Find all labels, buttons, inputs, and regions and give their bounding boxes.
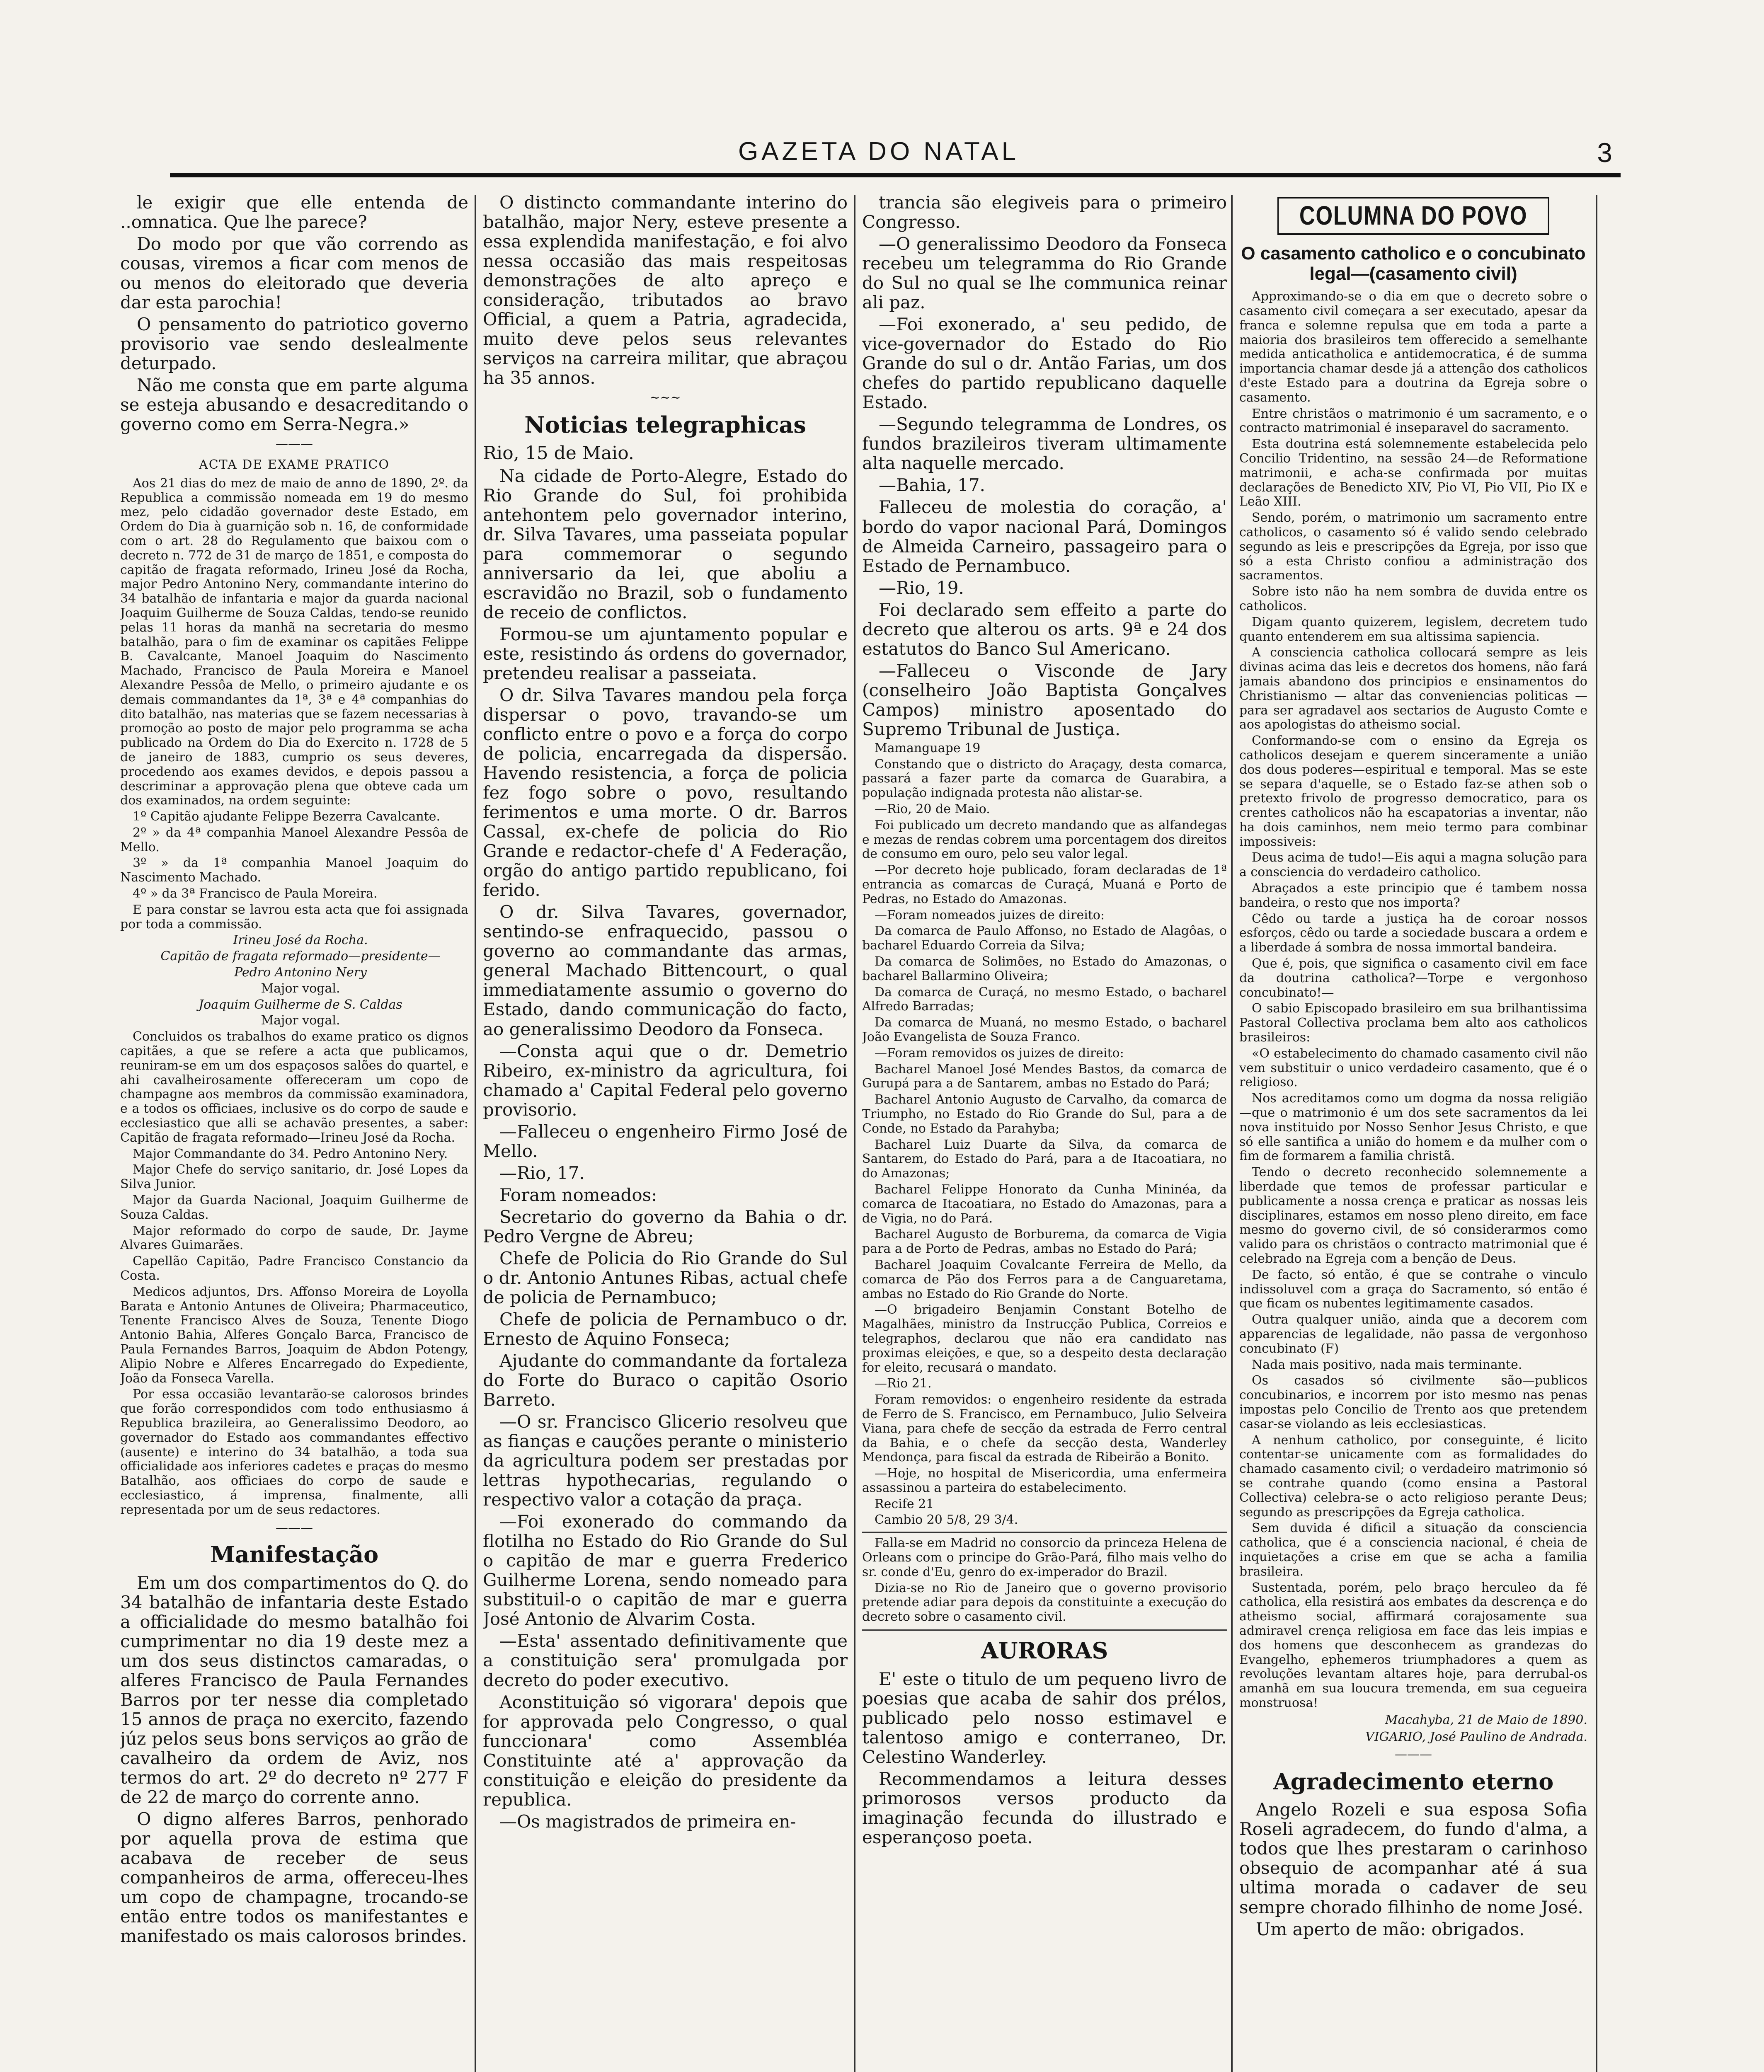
boxed-notes: [862, 1532, 1227, 1631]
paragraph: Nos acreditamos como um dogma da nossa religião—que o matrimonio é um dos sete sacramentos da lei nova instituido por Nosso Senhor Jesus Christo, e que só elle santifica a união do homem e da mulher com o fim de formarem a familia christã.: [1239, 1091, 1587, 1164]
paragraph: Major Commandante do 34. Pedro Antonino Nery.: [133, 1146, 448, 1161]
paragraph: Foram nomeados:: [499, 1184, 657, 1205]
column-4: [1239, 193, 1587, 2072]
paragraph: —Esta' assentado definitivamente que a constituição sera' promulgada por decreto do poder executivo.: [483, 1631, 848, 1690]
paragraph: A consciencia catholica collocará sempre as leis divinas acima das leis e decretos dos homens, não fará jamais abandono dos principios e ensinamentos do Christianismo — altar das conveniencias politicas — para ser agradavel aos sectarios de Augusto Comte e aos apologistas do atheismo social.: [1239, 645, 1587, 732]
dateline: Rio, 15 de Maio.: [483, 443, 634, 464]
paragraph: 1º Capitão ajudante Felippe Bezerra Cavalcante.: [133, 809, 441, 824]
masthead-rule: [170, 173, 1621, 177]
paragraph: Medicos adjuntos, Drs. Affonso Moreira de Loyolla Barata e Antonio Antunes de Oliveira; Pharmaceutico, Tenente Francisco Alves de Souza, Tenente Diogo Antonio Bahia, Alferes Gonçalo Barca, Francisco de Paula Fernandes Barros, Joaquim de Abdon Potengy, Alipio Nobre e Alferes Encarregado do Expediente, João da Fonseca Varella.: [120, 1284, 468, 1386]
masthead: [170, 137, 1612, 182]
paragraph: —O generalissimo Deodoro da Fonseca recebeu um telegramma do Rio Grande do Sul no qual se lhe communica reinar ali paz.: [862, 234, 1227, 313]
column-divider: [1231, 195, 1233, 2072]
paragraph: —Segundo telegramma de Londres, os fundos brazileiros tiveram ultimamente alta naquelle mercado.: [862, 414, 1227, 474]
noticias-heading: Noticias telegraphicas: [524, 411, 806, 438]
paragraph: —O brigadeiro Benjamin Constant Botelho de Magalhães, ministro da Instrucção Publica, Correios e telegraphos, declarou que não era candidato nas proximas eleições, e que, so a despeito desta declaração for eleito, recusará o mandato.: [862, 1302, 1227, 1375]
paragraph: —Hoje, no hospital de Misericordia, uma enfermeira assassinou a parteira do estabelecimento.: [862, 1466, 1227, 1495]
paragraph: Na cidade de Porto-Alegre, Estado do Rio Grande do Sul, foi prohibida antehontem pelo governador interino, dr. Silva Tavares, uma passeiata popular para commemorar o segundo anniversario da lei, que aboliu a escravidão no Brazil, sob o fundamento de receio de conflictos.: [483, 465, 848, 622]
column-divider: [1596, 195, 1597, 2072]
paragraph: O distincto commandante interino do batalhão, major Nery, esteve presente a essa explendida manifestação, e foi alvo nessa occasião das mais respeitosas demonstrações de alto apreço e consideração, tributados ao bravo Official, a quem a Patria, agradecida, muito deve pelos seus relevantes serviços na carreira militar, que abraçou ha 35 annos.: [483, 193, 848, 388]
paragraph: le exigir que elle entenda de ..omnatica. Que lhe parece?: [120, 193, 468, 232]
signoff-name: VIGARIO, José Paulino de Andrada.: [1365, 1729, 1587, 1744]
paragraph: Da comarca de Solimões, no Estado do Amazonas, o bacharel Ballarmino Oliveira;: [862, 954, 1227, 983]
paragraph: —Falleceu o Visconde de Jary (conselheiro João Baptista Gonçalves Campos) ministro aposentado do Supremo Tribunal de Justiça.: [862, 660, 1227, 739]
paragraph: Bacharel Luiz Duarte da Silva, da comarca de Santarem, do Estado do Pará, para a de Itacoatiara, no do Amazonas;: [862, 1137, 1227, 1181]
acta-heading: ACTA DE EXAME PRATICO: [199, 457, 390, 472]
signature-line: Capitão de fragata reformado—presidente—: [160, 949, 441, 964]
auroras-heading: AURORAS: [981, 1637, 1108, 1664]
paragraph: Foi declarado sem effeito a parte do decreto que alterou os arts. 9ª e 24 dos estatutos do Banco Sul Americano.: [862, 599, 1227, 659]
paragraph: Chefe de policia de Pernambuco o dr. Ernesto de Aquino Fonseca;: [483, 1309, 848, 1349]
separator: ~~~: [649, 390, 681, 405]
paragraph: Recife 21: [875, 1496, 934, 1511]
paragraph: Da comarca de Curaçá, no mesmo Estado, o bacharel Alfredo Barradas;: [862, 985, 1227, 1014]
paragraph: trancia são elegiveis para o primeiro Congresso.: [862, 193, 1227, 232]
paragraph: Entre christãos o matrimonio é um sacramento, e o contracto matrimonial é inseparavel do sacramento.: [1239, 406, 1587, 436]
paragraph: Bacharel Augusto de Borburema, da comarca de Vigia para a de Porto de Pedras, ambas no Estado do Pará;: [862, 1227, 1227, 1256]
paragraph: Falla-se em Madrid no consorcio da princeza Helena de Orleans com o principe do Grão-Pará, filho mais velho do sr. conde d'Eu, genro do ex-imperador do Brazil.: [862, 1536, 1227, 1579]
columna-do-povo-title: COLUMNA DO POVO: [1277, 197, 1549, 235]
paragraph: —Por decreto hoje publicado, foram declaradas de 1ª entrancia as comarcas de Curaçá, Muaná e Porto de Pedras, no Estado do Amazonas.: [862, 863, 1227, 906]
paragraph: Bacharel Manoel José Mendes Bastos, da comarca de Gurupá para a de Santarem, ambas no Estado do Pará;: [862, 1062, 1227, 1091]
paragraph: Angelo Rozeli e sua esposa Sofia Roseli agradecem, do fundo d'alma, a todos que lhes prestaram o carinhoso obsequio de acompanhar até á sua ultima morada o cadaver de seu sempre chorado filhinho de nome José.: [1239, 1799, 1587, 1917]
paragraph: Foram removidos: o engenheiro residente da estrada de Ferro de S. Francisco, em Pernambuco, Julio Selveira Viana, para chefe de secção da estrada de Ferro central da Bahia, e o chefe da secção desta, Wanderley Mendonça, para fiscal da estrada de Ribeirão a Bonito.: [862, 1392, 1227, 1465]
paragraph: Digam quanto quizerem, legislem, decretem tudo quanto entenderem em sua altissima sapiencia.: [1239, 615, 1587, 644]
separator: ———: [1395, 1747, 1432, 1762]
paragraph: O dr. Silva Tavares mandou pela força dispersar o povo, travando-se um conflicto entre o povo e a força do corpo de policia, encarregada da dispersão. Havendo resistencia, a força de policia fez fogo sobre o povo, resultando ferimentos e uma morte. O dr. Barros Cassal, ex-chefe de policia do Rio Grande e redactor-chefe d' A Federação, orgão do antigo partido republicano, foi ferido.: [483, 685, 848, 900]
paragraph: —Rio, 17.: [499, 1162, 585, 1183]
paragraph: Cêdo ou tarde a justiça ha de coroar nossos esforços, cêdo ou tarde a sociedade buscara a ordem e a liberdade á sombra de nossa immortal bandeira.: [1239, 911, 1587, 955]
paragraph: Cambio 20 5/8, 29 3/4.: [875, 1513, 1018, 1527]
paragraph: Formou-se um ajuntamento popular e este, resistindo ás ordens do governador, pretendeu realisar a passeiata.: [483, 624, 848, 683]
paragraph: Bacharel Felippe Honorato da Cunha Mininéa, da comarca de Itacoatiara, no Estado do Amazonas, para a de Vigia, no do Pará.: [862, 1182, 1227, 1226]
manifestacao-heading: Manifestação: [210, 1541, 379, 1568]
paragraph: O pensamento do patriotico governo provisorio vae sendo deslealmente deturpado.: [120, 314, 468, 374]
paragraph: Dizia-se no Rio de Janeiro que o governo provisorio pretende adiar para depois da constituinte a execução do decreto sobre o casamento civil.: [862, 1581, 1227, 1624]
paragraph: —O sr. Francisco Glicerio resolveu que as fianças e cauções perante o ministerio da agricultura podem ser prestadas por lettras hypothecarias, regulando o respectivo valor a cotação da praça.: [483, 1411, 848, 1510]
paragraph: Esta doutrina está solemnemente estabelecida pelo Concilio Tridentino, na sessão 24—de Reformatione matrimonii, e acha-se confirmada por muitas declarações de Benedicto XIV, Pio VI, Pio VII, Pio IX e Leão XIII.: [1239, 437, 1587, 509]
paragraph: Ajudante do commandante da fortaleza do Forte do Buraco o capitão Osorio Barreto.: [483, 1351, 848, 1410]
signature-line: Joaquim Guilherme de S. Caldas: [199, 997, 402, 1012]
paragraph: Recommendamos a leitura desses primorosos versos producto da imaginação fecunda do illustrado e esperançoso poeta.: [862, 1768, 1227, 1847]
paragraph: Mamanguape 19: [875, 741, 981, 755]
signature-line: Irineu José da Rocha.: [233, 933, 368, 948]
paragraph: Deus acima de tudo!—Eis aqui a magna solução para a consciencia do verdadeiro catholico.: [1239, 850, 1587, 880]
paragraph: —Os magistrados de primeira en-: [499, 1811, 796, 1832]
paragraph: E para constar se lavrou esta acta que foi assignada por toda a commissão.: [120, 902, 468, 932]
column-divider: [854, 195, 855, 2072]
paragraph: —Bahia, 17.: [879, 475, 985, 496]
paragraph: «O estabelecimento do chamado casamento civil não vem substituir o unico verdadeiro casamento, que é o religioso.: [1239, 1046, 1587, 1090]
paragraph: 2º » da 4ª companhia Manoel Alexandre Pessôa de Mello.: [120, 825, 468, 854]
paragraph: Por essa occasião levantarão-se calorosos brindes que forão correspondidos com todo enthusiasmo á Republica brazileira, ao Generalissimo Deodoro, ao governador do Estado aos commandantes effectivo (ausente) e interino do 34 batalhão, a toda sua officialidade aos inferiores cadetes e praças do mesmo Batalhão, aos officiaes do corpo de saude e ecclesiastico, á imprensa, finalmente, alli representada por um de seus redactores.: [120, 1387, 468, 1517]
article-body: [1239, 290, 1587, 1744]
separator: ———: [276, 437, 313, 452]
paragraph: Secretario do governo da Bahia o dr. Pedro Vergne de Abreu;: [483, 1206, 848, 1247]
signature-line: Pedro Antonino Nery: [234, 965, 367, 980]
paragraph: O dr. Silva Tavares, governador, sentindo-se enfraquecido, passou o governo ao commandante das armas, general Machado Bittencourt, o qual immediatamente assumio o governo do Estado, dando communicação do facto, ao generalissimo Deodoro da Fonseca.: [483, 902, 848, 1039]
column-2: [483, 193, 848, 2072]
paragraph: —Foram nomeados juizes de direito:: [875, 908, 1105, 922]
paragraph: O sabio Episcopado brasileiro em sua brilhantissima Pastoral Collectiva proclama bem alto aos catholicos brasileiros:: [1239, 1001, 1587, 1045]
column-1: [120, 193, 468, 2072]
paragraph: De facto, só então, é que se contrahe o vinculo indissoluvel com a graça do Sacramento, só então é que ficam os nubentes legitimamente casados.: [1239, 1267, 1587, 1311]
paragraph: Major Chefe do serviço sanitario, dr. José Lopes da Silva Junior.: [120, 1162, 468, 1192]
paragraph: O digno alferes Barros, penhorado por aquella prova de estima que acabava de receber de seus companheiros de arma, offereceu-lhes um copo de champagne, trocando-se então entre todos os manifestantes e manifestado os mais calorosos brindes.: [120, 1808, 468, 1946]
paragraph: Sobre isto não ha nem sombra de duvida entre os catholicos.: [1239, 584, 1587, 613]
paragraph: —Consta aqui que o dr. Demetrio Ribeiro, ex-ministro da agricultura, foi chamado a' Capital Federal pelo governo provisorio.: [483, 1041, 848, 1120]
paragraph: —Foram removidos os juizes de direito:: [875, 1046, 1124, 1060]
column-divider: [475, 195, 476, 2072]
separator: ———: [276, 1520, 313, 1535]
paragraph: Major da Guarda Nacional, Joaquim Guilherme de Souza Caldas.: [120, 1193, 468, 1222]
column-3: [862, 193, 1227, 2072]
acta-section: [120, 458, 468, 1518]
paragraph: Concluidos os trabalhos do exame pratico os dignos capitães, a que se refere a acta que publicamos, reuniram-se em um dos espaçosos salões do quartel, e ahi cavalheirosamente offereceram um copo de champagne aos membros da commissão examinadora, e a todos os officiaes, inclusive os do corpo de saude e ecclesiastico que alli se achavão presentes, a saber: Capitão de fragata reformado—Irineu José da Rocha.: [120, 1029, 468, 1145]
paragraph: —Rio, 19.: [879, 577, 964, 598]
paragraph: Capellão Capitão, Padre Francisco Constancio da Costa.: [120, 1254, 468, 1283]
paragraph: Em um dos compartimentos do Q. do 34 batalhão de infantaria deste Estado a officialidade do mesmo batalhão foi cumprimentar no dia 19 deste mez a um dos seus distinctos camaradas, o alferes Francisco de Paula Fernandes Barros por ter nesse dia completado 15 annos de praça no exercito, fazendo júz pelos seus bons serviços ao grão de cavalheiro da ordem de Aviz, nos termos do art. 2º do decreto nº 277 F de 22 de março do corrente anno.: [120, 1572, 468, 1807]
paragraph: Major reformado do corpo de saude, Dr. Jayme Alvares Guimarães.: [120, 1223, 468, 1253]
paragraph: Sem duvida é dificil a situação da consciencia catholica, que é a consciencia nacional, é cheia de inquietações a crise em que se acha a familia brasileira.: [1239, 1521, 1587, 1579]
newspaper-title: GAZETA DO NATAL: [738, 137, 1020, 166]
paragraph: —Foi exonerado, a' seu pedido, de vice-governador do Estado do Rio Grande do sul o dr. Antão Farias, um dos chefes do partido republicano daquelle Estado.: [862, 314, 1227, 413]
article-subhead: O casamento catholico e o concubinato legal—(casamento civil): [1241, 243, 1586, 284]
paragraph: Sustentada, porém, pelo braço herculeo da fé catholica, ella resistirá aos embates da descrença e do atheismo social, affirmará corajosamente sua admiravel crença religiosa em face das leis impias e dos homens que desconhecem as grandezas do Evangelho, ephemeros triumphadores a quem as revoluções levantam altares hoje, para derrubal-os amanhã em sua loucura tremenda, em sua cegueira monstruosa!: [1239, 1580, 1587, 1710]
paragraph: Constando que o districto do Araçagy, desta comarca, passará a fazer parte da comarca de Guarabira, a população indignada protesta não alistar-se.: [862, 757, 1227, 801]
paragraph: Abraçados a este principio que é tambem nossa bandeira, o resto que nos importa?: [1239, 881, 1587, 910]
paragraph: —Rio, 20 de Maio.: [875, 802, 990, 817]
paragraph: Tendo o decreto reconhecido solemnemente a liberdade que temos de professar particular e publicamente a nossa crença e praticar as nossas leis disciplinares, estamos em nosso pleno direito, em face mesmo do governo civil, de só considerarmos como valido para os christãos o contracto matrimonial que é celebrado na Egreja com a benção de Deus.: [1239, 1165, 1587, 1266]
paragraph: 3º » da 1ª companhia Manoel Joaquim do Nascimento Machado.: [120, 856, 468, 885]
paragraph: Da comarca de Muaná, no mesmo Estado, o bacharel João Evangelista de Souza Franco.: [862, 1015, 1227, 1044]
paragraph: Da comarca de Paulo Affonso, no Estado de Alagôas, o bacharel Eduardo Correia da Silva;: [862, 924, 1227, 953]
paragraph: Chefe de Policia do Rio Grande do Sul o dr. Antonio Antunes Ribas, actual chefe de policia de Pernambuco;: [483, 1248, 848, 1307]
paragraph: —Rio 21.: [875, 1376, 932, 1391]
paragraph: Outra qualquer união, ainda que a decorem com apparencias de legalidade, não passa de vergonhoso concubinato (F): [1239, 1312, 1587, 1356]
agradecimento-heading: Agradecimento eterno: [1273, 1768, 1554, 1795]
paragraph: A nenhum catholico, por conseguinte, é licito contentar-se unicamente com as formalidades do chamado casamento civil; o verdadeiro matrimonio só se contrahe quando (como ensina a Pastoral Collectiva) celebra-se o acto religioso perante Deus; segundo as prescripções da Egreja catholica.: [1239, 1433, 1587, 1520]
paragraph: Um aperto de mão: obrigados.: [1256, 1919, 1525, 1939]
paragraph: Do modo por que vão correndo as cousas, viremos a ficar com menos de ou menos do eleitorado que deveria dar esta parochia!: [120, 234, 468, 313]
paragraph: Aconstituição só vigorara' depois que for approvada pelo Congresso, o qual funccionara' como Assembléa Constituinte até a' approvação da constituição e eleição do presidente da republica.: [483, 1692, 848, 1810]
paragraph: Foi publicado um decreto mandando que as alfandegas e mezas de rendas cobrem uma porcentagem dos direitos de consumo em ouro, pelo seu valor legal.: [862, 818, 1227, 862]
paragraph: —Falleceu o engenheiro Firmo José de Mello.: [483, 1121, 848, 1161]
paragraph: Nada mais positivo, nada mais terminante.: [1252, 1357, 1522, 1372]
paragraph: Os casados só civilmente são—publicos concubinarios, e incorrem por isto mesmo nas penas impostas pelo Concilio de Trento aos que pretendem casar-se violando as leis ecclesiasticas.: [1239, 1373, 1587, 1431]
paragraph: —Foi exonerado do commando da flotilha no Estado do Rio Grande do Sul o capitão de mar e guerra Frederico Guilherme Lorena, sendo nomeado para substituil-o o capitão de mar e guerra José Antonio de Alvarim Costa.: [483, 1511, 848, 1629]
signature-line: Major vogal.: [261, 981, 340, 996]
paragraph: Bacharel Antonio Augusto de Carvalho, da comarca de Triumpho, no Estado do Rio Grande do Sul, para a de Conde, no Estado da Parahyba;: [862, 1092, 1227, 1136]
paragraph: Que é, pois, que significa o casamento civil em face da doutrina catholica?—Torpe e vergonhoso concubinato!—: [1239, 956, 1587, 1000]
telegram-notes: [862, 741, 1227, 1631]
paragraph: Approximando-se o dia em que o decreto sobre o casamento civil começara a ser executado, apesar da franca e solemne repulsa que em toda a parte a maioria dos brasileiros tem offerecido a semelhante medida anticatholica e antidemocratica, é de summa importancia chamar desde já a attenção dos catholicos d'este Estado para a doutrina da Egreja sobre o casamento.: [1239, 289, 1587, 405]
paragraph: Bacharel Joaquim Covalcante Ferreira de Mello, da comarca de Pão dos Ferros para a de Canguaretama, ambas no Estado do Rio Grande do Norte.: [862, 1257, 1227, 1301]
signoff-place: Macahyba, 21 de Maio de 1890.: [1385, 1712, 1587, 1727]
signature-line: Major vogal.: [261, 1013, 340, 1028]
page-number: 3: [1597, 137, 1612, 168]
paragraph: Sendo, porém, o matrimonio um sacramento entre catholicos, o casamento só é valido sendo celebrado segundo as leis e prescripções da Egreja, por isso que só a esta Christo confiou a administração dos sacramentos.: [1239, 511, 1587, 583]
paragraph: Aos 21 dias do mez de maio de anno de 1890, 2º. da Republica a commissão nomeada em 19 do mesmo mez, pelo cidadão governador deste Estado, em Ordem do Dia à guarnição sob n. 16, de conformidade com o art. 28 do Regulamento que baixou com o decreto n. 772 de 31 de março de 1851, e composta do capitão de fragata reformado, Irineu José da Rocha, major Pedro Antonino Nery, commandante interino do 34 batalhão de infantaria e major da guarda nacional Joaquim Guilherme de Souza Caldas, tendo-se reunido pelas 11 horas da manhã na secretaria do mesmo batalhão, para o fim de examinar os capitães Felippe B. Cavalcante, Manoel Joaquim do Nascimento Machado, Francisco de Paula Moreira e Manoel Alexandre Pessôa de Mello, o primeiro ajudante e os demais commandantes da 1ª, 3ª e 4ª companhias do dito batalhão, nas materias que se fazem necessarias à promoção ao posto de major pelo programma se acha publicado na Ordem do Dia do Exercito n. 1728 de 5 de janeiro de 1883, cumprio os seus deveres, procedendo aos exames devidos, e depois passou a descriminar a approvação plena que obteve cada um dos examinados, na ordem seguinte:: [120, 476, 468, 808]
paragraph: Conformando-se com o ensino da Egreja os catholicos desejam e querem sinceramente a união dos dous poderes—espiritual e temporal. Mas se este se separa d'aquelle, se o Estado faz-se athen sob o pretexto frivolo de progresso democratico, para os crentes catholicos não ha escapatorias a inventar, não ha dois caminhos, nem meio termo para combinar impossiveis:: [1239, 733, 1587, 849]
paragraph: Não me consta que em parte alguma se esteja abusando e desacreditando o governo como em Serra-Negra.»: [120, 375, 468, 435]
paragraph: Falleceu de molestia do coração, a' bordo do vapor nacional Pará, Domingos de Almeida Carneiro, passageiro para o Estado de Pernambuco.: [862, 497, 1227, 576]
paragraph: E' este o titulo de um pequeno livro de poesias que acaba de sahir dos prélos, publicado pelo nosso estimavel e talentoso amigo e conterraneo, Dr. Celestino Wanderley.: [862, 1668, 1227, 1767]
paragraph: 4º » da 3ª Francisco de Paula Moreira.: [133, 886, 378, 901]
